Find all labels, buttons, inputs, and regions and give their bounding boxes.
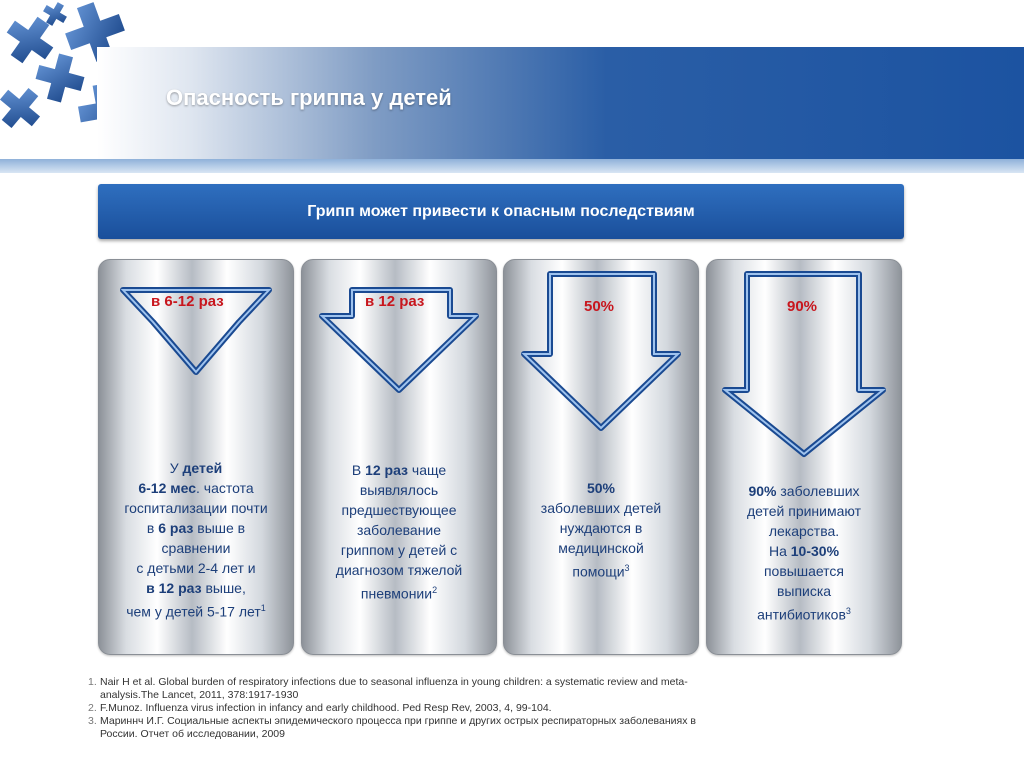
panel-badge: 90% (787, 298, 818, 315)
panel-description: В 12 раз чаще выявлялось предшествующее заболевание гриппом у детей с диагнозом тяжелой пневмонии$^2$ (335, 462, 463, 602)
footnote-text: Мариннч И.Г. Социальные аспекты эпидемического процесса при гриппе и других острых респираторных заболеваниях в России. Отчет об исследовании, 2009 (100, 715, 696, 740)
panel-badge: 50% (584, 298, 615, 315)
panel-description: 90% заболевших детей принимают лекарства. На 10-30% повышается выписка антибиотиков$^3$ (747, 483, 861, 623)
footnote-number: 2. (88, 702, 97, 714)
footnote-number: 1. (88, 676, 97, 688)
panel-description: У детей 6-12 мес. частота госпитализации почти в 6 раз выше в сравнении с детьми 2-4 лет и в 12 раз выше, чем у детей 5-17 лет$^1$ (124, 460, 268, 620)
down-arrow-icon (504, 260, 698, 654)
panel-infants (98, 259, 294, 655)
subtitle-banner: Грипп может привести к опасным последствиям (98, 184, 904, 239)
page-title: Опасность гриппа у детей (166, 85, 452, 110)
panel-badge: в 6-12 раз (151, 293, 224, 310)
footnote-item (88, 715, 768, 741)
panel-pneumonia (301, 259, 497, 655)
footnote-item (88, 676, 768, 702)
footnotes (88, 676, 768, 741)
panel-description: 50% заболевших детей нуждаются в медицинской помощи$^3$ (540, 480, 662, 580)
footnote-text: Nair H et al. Global burden of respiratory infections due to seasonal influenza in young children: a systematic review and meta- analysis.The Lancet, 2011, 378:1917-1930 (100, 676, 688, 701)
panel-medical-help (503, 259, 699, 655)
panel-medication (706, 259, 902, 655)
footnote-item (88, 702, 768, 715)
header-strip (0, 159, 1024, 173)
footnote-number: 3. (88, 715, 97, 727)
panel-badge: в 12 раз (365, 293, 425, 310)
footnote-text: F.Munoz. Influenza virus infection in infancy and early childhood. Ped Resp Rev, 2003, 4, 99-104. (100, 702, 552, 714)
